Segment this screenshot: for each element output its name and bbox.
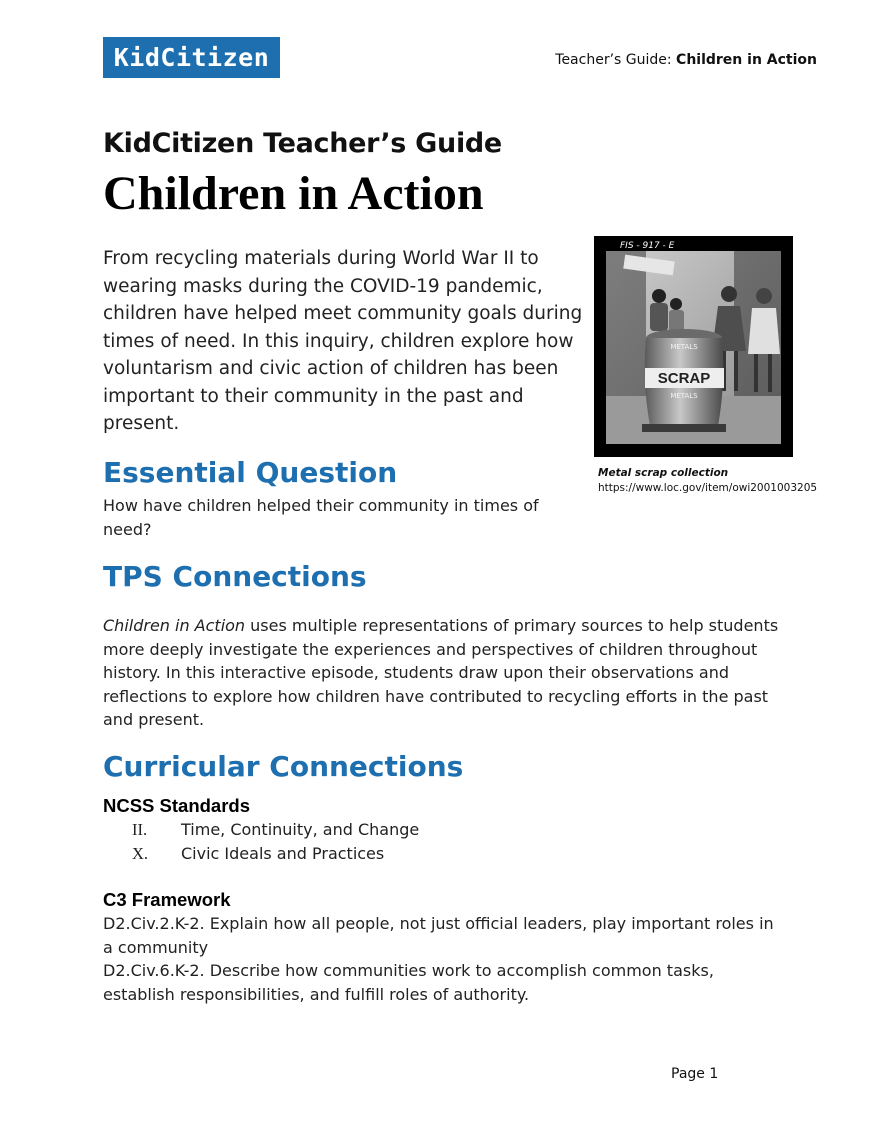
barrel-top-label: METALS [670, 343, 698, 351]
header-guide-prefix: Teacher’s Guide: [555, 52, 677, 68]
tps-connections-text [103, 614, 783, 732]
tps-description: uses multiple representations of primary sources to help students more deeply investigate the experiences and perspectives of children throughout history. In this interactive episode, students draw upon their observations and reflections to explore how children have contributed to recycling efforts in the past and present. [103, 616, 779, 729]
ncss-standard-text: Time, Continuity, and Change [181, 820, 420, 839]
barrel-scrap-label: SCRAP [657, 370, 711, 387]
metal-scrap-photo [594, 236, 793, 457]
ncss-standard-number: X. [132, 844, 149, 863]
c3-framework-item: D2.Civ.6.K-2. Describe how communities work to accomplish common tasks, establish responsibilities, and fulfill roles of authority. [103, 961, 714, 1004]
photo-caption [598, 466, 838, 496]
intro-paragraph: From recycling materials during World War II to wearing masks during the COVID-19 pandemic, children have helped meet community goals during times of need. In this inquiry, children explore how voluntarism and civic action of children has been important to their community in the past and present. [103, 248, 583, 434]
tps-connections-heading: TPS Connections [103, 560, 367, 593]
photo-source-link[interactable]: https://www.loc.gov/item/owi2001003205 [598, 482, 818, 494]
essential-question-heading: Essential Question [103, 456, 398, 489]
ncss-standards-heading: NCSS Standards [103, 795, 251, 816]
page-number: Page 1 [671, 1066, 719, 1082]
barrel-bottom-label: METALS [670, 392, 698, 400]
header-guide-title [555, 52, 817, 68]
c3-framework-item: D2.Civ.2.K-2. Explain how all people, not just official leaders, play important roles in a community [103, 914, 774, 957]
ncss-standard-text: Civic Ideals and Practices [181, 844, 385, 863]
curricular-connections-heading: Curricular Connections [103, 750, 464, 783]
ncss-standard-number: II. [132, 820, 148, 839]
tps-episode-title: Children in Action [103, 616, 246, 635]
header-guide-name: Children in Action [676, 52, 817, 68]
metal-scrap-photo-art [594, 236, 793, 457]
photo-handwriting: FIS - 917 - E [620, 241, 675, 251]
essential-question-text: How have children helped their community in times of need? [103, 496, 539, 539]
photo-caption-title: Metal scrap collection [598, 467, 729, 479]
page-title: Children in Action [103, 167, 484, 220]
guide-label: KidCitizen Teacher’s Guide [103, 128, 502, 159]
c3-framework-heading: C3 Framework [103, 889, 231, 910]
kidcitizen-logo: KidCitizen [103, 37, 280, 78]
